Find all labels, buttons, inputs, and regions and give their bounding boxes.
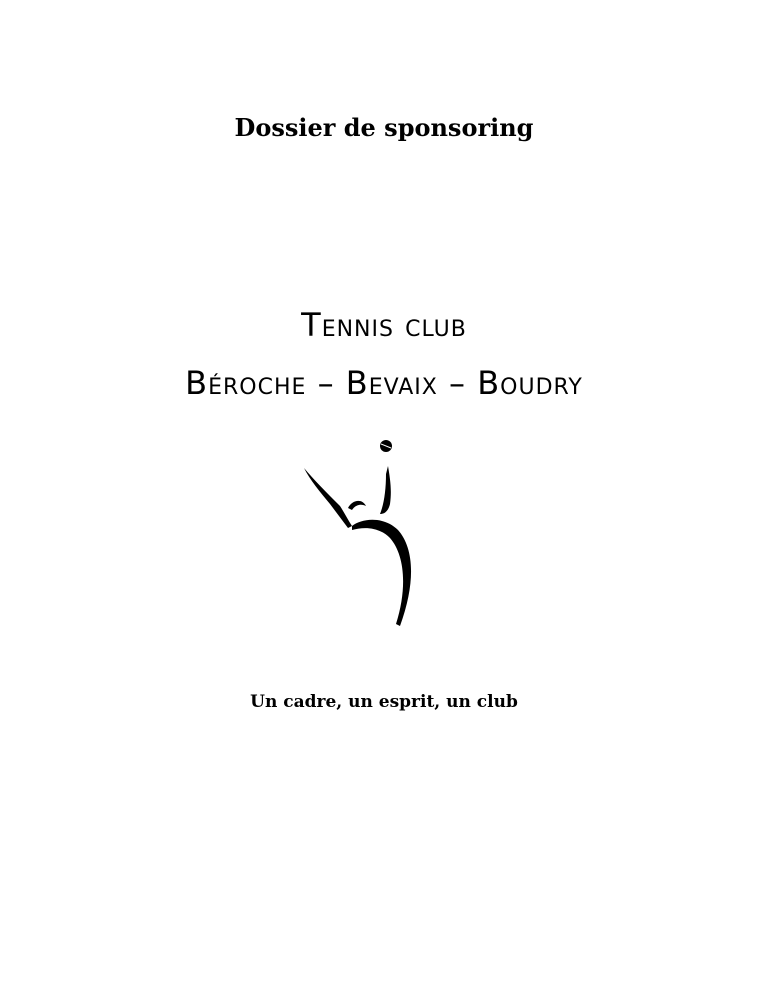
club-name-line-1: Tennis club (301, 306, 467, 344)
tennis-player-logo-icon (292, 434, 432, 630)
player-head-icon (348, 501, 366, 510)
player-body-icon (352, 520, 411, 626)
club-name-line-2: Béroche – Bevaix – Boudry (185, 364, 583, 402)
club-slogan: Un cadre, un esprit, un club (250, 692, 518, 712)
racket-arm-icon (304, 468, 352, 528)
club-name (0, 296, 768, 412)
document-heading: Dossier de sponsoring (234, 113, 534, 142)
raised-arm-icon (380, 466, 391, 514)
